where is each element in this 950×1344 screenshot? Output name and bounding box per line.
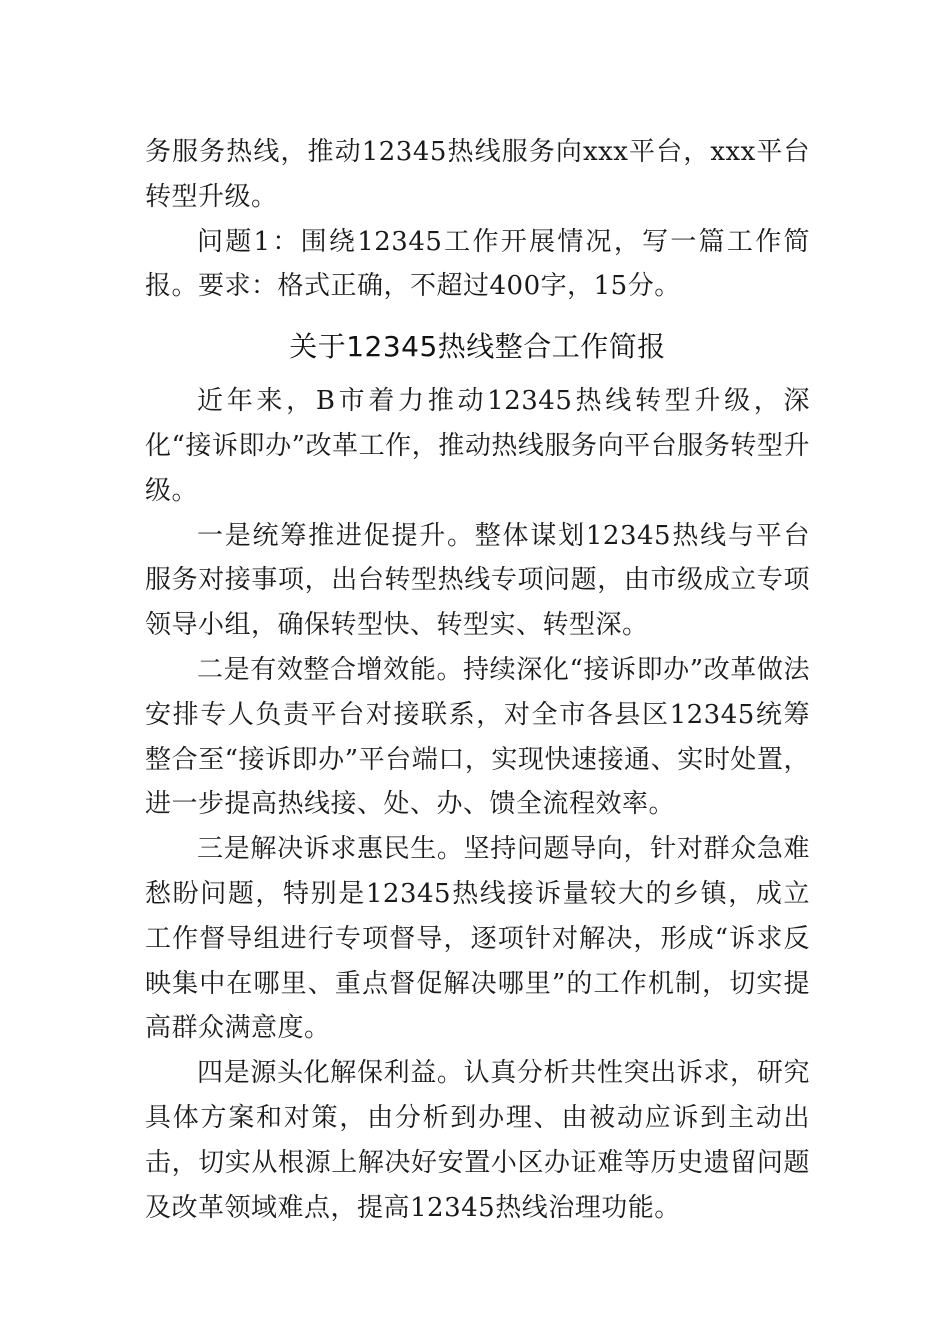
document-page: [145, 130, 810, 1230]
body-paragraph-point-4: 四是源头化解保利益。认真分析共性突出诉求，研究具体方案和对策，由分析到办理、由被动应诉到主动出击，切实从根源上解决好安置小区办证难等历史遗留问题及改革领域难点，提高12345热线治理功能。: [145, 1058, 810, 1223]
question-paragraph: 问题1：围绕12345工作开展情况，写一篇工作简报。要求：格式正确，不超过400字，15分。: [145, 226, 810, 302]
body-paragraph-intro: 近年来，B市着力推动12345热线转型升级，深化“接诉即办”改革工作，推动热线服务向平台服务转型升级。: [145, 386, 810, 506]
document-title: 关于12345热线整合工作简报: [289, 330, 666, 364]
body-paragraph-point-2: 二是有效整合增效能。持续深化“接诉即办”改革做法安排专人负责平台对接联系，对全市各县区12345统筹整合至“接诉即办”平台端口，实现快速接通、实时处置，进一步提高热线接、处、办、馈全流程效率。: [145, 654, 810, 820]
intro-paragraph: 务服务热线，推动12345热线服务向xxx平台，xxx平台转型升级。: [145, 137, 810, 212]
body-paragraph-point-3: 三是解决诉求惠民生。坚持问题导向，针对群众急难愁盼问题，特别是12345热线接诉量较大的乡镇，成立工作督导组进行专项督导，逐项针对解决，形成“诉求反映集中在哪里、重点督促解决哪里”的工作机制，切实提高群众满意度。: [145, 834, 810, 1044]
body-paragraph-point-1: 一是统筹推进促提升。整体谋划12345热线与平台服务对接事项，出台转型热线专项问题，由市级成立专项领导小组，确保转型快、转型实、转型深。: [145, 520, 810, 641]
